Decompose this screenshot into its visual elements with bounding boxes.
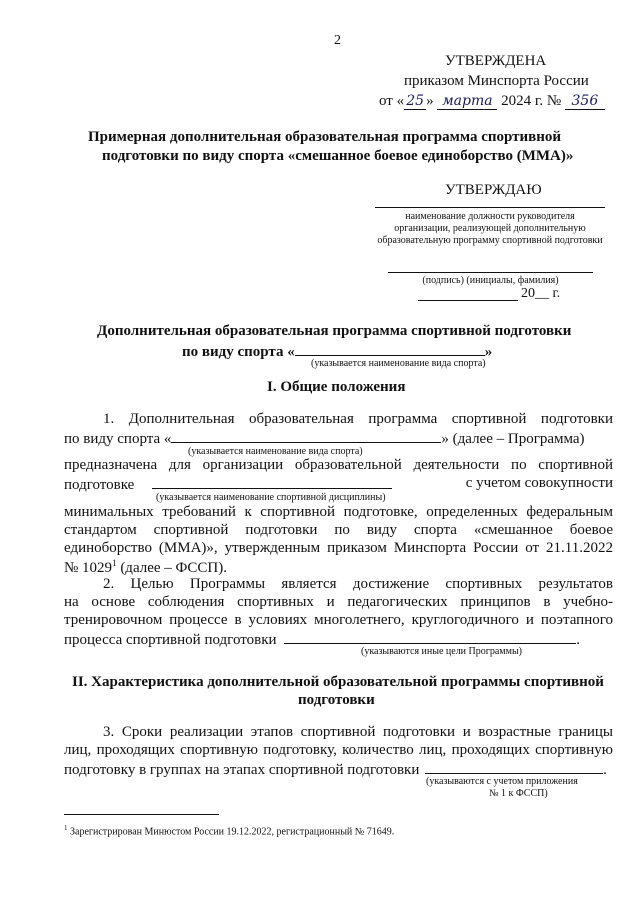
program-sport-blank [295,342,485,356]
date-line [418,300,518,301]
p1-line1: 1. Дополнительная образовательная программа спортивной подготовки [103,411,613,427]
p1-line8-suffix: (далее – ФССП). [116,560,227,576]
program-title-prefix: по виду спорта « [182,344,295,360]
approval-mid: » [426,93,434,109]
approval-day: 25 [404,93,426,110]
approve-hint2: организации, реализующей дополнительную [394,223,586,234]
approve-title: УТВЕРЖДАЮ [445,182,542,198]
p2-hint-goals: (указываются иные цели Программы) [361,646,523,657]
approve-hint3: образовательную программу спортивной подготовки [377,235,603,246]
p3-hint-app1: (указываются с учетом приложения [426,776,578,787]
date-text: 20__ г. [521,286,561,301]
p1-line6: стандартом спортивной подготовки по виду спорта «смешанное боевое [64,522,613,538]
p1-sport-blank [171,429,441,443]
p1-line4-prefix: подготовке [64,477,135,493]
p2-line4-suffix: . [576,632,581,648]
footnote-separator [64,814,219,815]
p1-line2-prefix: по виду спорта « [64,431,172,447]
p1-line3: предназначена для организации образовательной деятельности по спортивной [64,457,613,473]
p2-goals-blank [284,630,576,644]
signature-hint: (подпись) (инициалы, фамилия) [422,275,559,286]
p1-line5: минимальных требований к спортивной подготовке, определенных федеральным [64,504,613,520]
p3-line2: лиц, проходящих спортивную подготовку, количество лиц, проходящих спортивную [64,742,613,758]
program-title-line1: Дополнительная образовательная программа спортивной подготовки [97,323,572,339]
program-title-hint: (указывается наименование вида спорта) [311,358,486,369]
footnote-mark: 1 [64,824,68,832]
approval-number: 356 [565,93,605,110]
p3-line1: 3. Сроки реализации этапов спортивной подготовки и возрастные границы [103,724,613,740]
p1-hint-discipline: (указывается наименование спортивной дисциплины) [156,492,386,503]
p1-line2-suffix: » (далее – Программа) [441,431,585,447]
p2-line2: на основе соблюдения спортивных и педагогических принципов в учебно- [64,594,613,610]
footnote-text: Зарегистрирован Минюстом России 19.12.2022, регистрационный № 71649. [67,826,395,838]
approve-position-line [375,207,605,208]
p1-hint-sport: (указывается наименование вида спорта) [188,446,363,457]
approval-month: марта [437,93,497,110]
approval-title: УТВЕРЖДЕНА [445,53,547,69]
approve-hint1: наименование должности руководителя [405,211,575,222]
page-number: 2 [334,33,341,48]
p1-discipline-blank [152,475,392,489]
p1-line4-suffix: с учетом совокупности [465,475,613,491]
doc-title-line1: Примерная дополнительная образовательная программа спортивной [88,129,562,145]
signature-line [388,272,593,273]
p3-blank [425,760,603,774]
section1-heading: I. Общие положения [267,379,406,395]
approval-prefix: от « [379,93,405,109]
p2-line3: тренировочном процессе в условиях многолетнего, круглогодичного и поэтапного [64,612,613,628]
p1-line8 [64,558,227,577]
p3-hint-app2: № 1 к ФССП) [489,788,548,799]
approval-line1: приказом Минспорта России [404,73,589,89]
approval-year: 2024 г. № [501,93,562,109]
footnote [64,824,394,837]
program-title-suffix: » [484,344,493,360]
approval-date-line [379,93,605,110]
p2-line1: 2. Целью Программы является достижение спортивных результатов [103,576,613,592]
p1-footnote-mark: 1 [112,558,117,568]
doc-title-line2: подготовки по виду спорта «смешанное боевое единоборство (ММА)» [102,148,574,164]
p3-line3-prefix: подготовку в группах на этапах спортивной подготовки [64,762,420,778]
p2-line4-prefix: процесса спортивной подготовки [64,632,277,648]
p3-line3-suffix: . [603,762,607,778]
p1-line8-prefix: № 1029 [64,560,113,576]
section2-heading2: подготовки [298,692,375,708]
section2-heading1: II. Характеристика дополнительной образовательной программы спортивной [72,674,604,690]
p1-line7: единоборство (ММА)», утвержденным приказом Минспорта России от 21.11.2022 [64,540,613,556]
